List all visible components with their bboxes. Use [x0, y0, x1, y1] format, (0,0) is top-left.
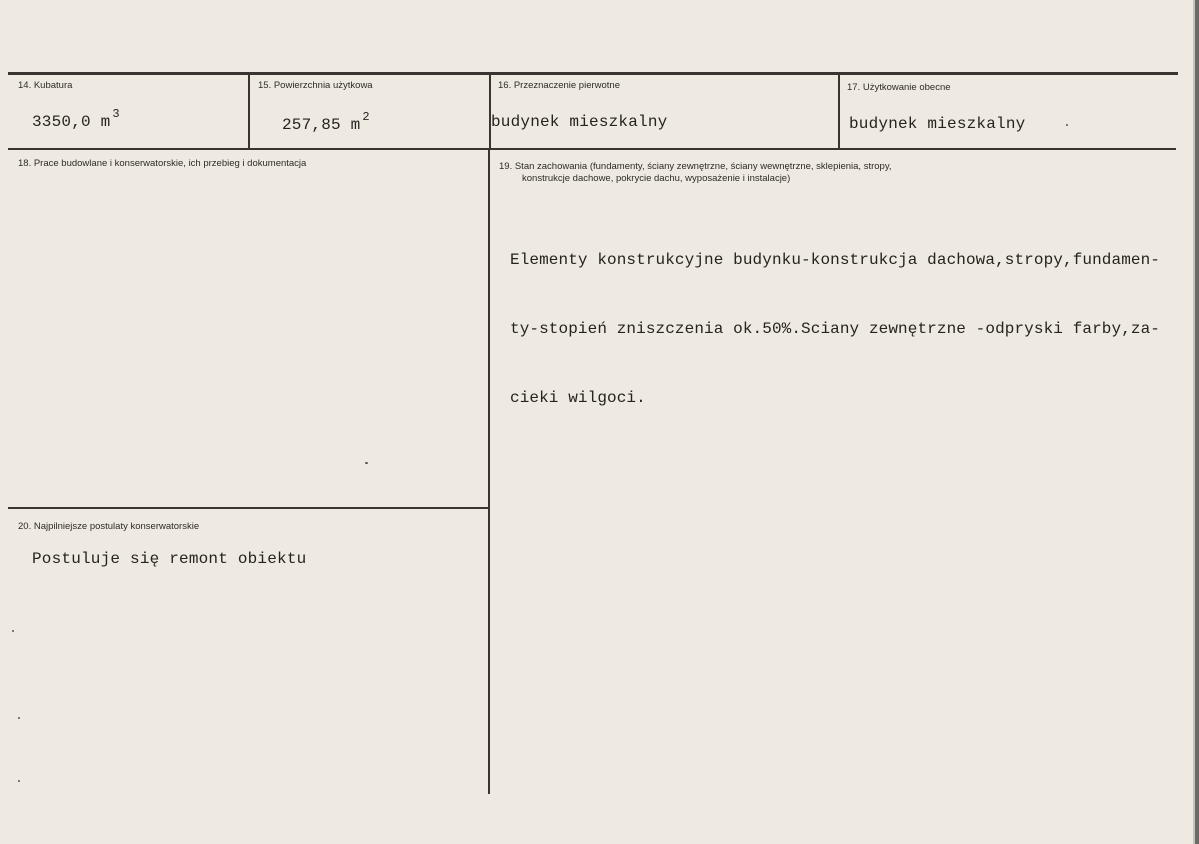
field-16-value: budynek mieszkalny [491, 113, 668, 131]
field-19-line-3: cieki wilgoci. [510, 389, 646, 407]
divider-16-17 [838, 72, 840, 150]
field-18-label: 18. Prace budowlane i konserwatorskie, ich przebieg i dokumentacja [18, 158, 307, 169]
field-16-label: 16. Przeznaczenie pierwotne [498, 80, 620, 91]
field-19-line-2: ty-stopień zniszczenia ok.50%.Sciany zewnętrzne -odpryski farby,za- [510, 320, 1161, 338]
divider-14-15 [248, 72, 250, 150]
field-14-value [32, 107, 120, 131]
divider-15-16 [489, 72, 491, 150]
field-14-number: 3350,0 m [32, 113, 111, 131]
field-20-label: 20. Najpilniejsze postulaty konserwatorskie [18, 521, 200, 532]
card-edge [1195, 0, 1199, 844]
field-19-value [510, 203, 1160, 456]
field-19-line-1: Elementy konstrukcyjne budynku-konstrukcja dachowa,stropy,fundamen- [510, 251, 1161, 269]
paper-speck [1066, 124, 1068, 126]
field-14-label: 14. Kubatura [18, 80, 73, 91]
paper-speck [12, 630, 14, 632]
paper-speck [365, 462, 368, 464]
paper-speck [18, 780, 20, 782]
field-15-number: 257,85 m [282, 116, 361, 134]
field-20-value: Postuluje się remont obiektu [32, 550, 307, 568]
paper-speck [18, 717, 20, 719]
field-14-superscript: 3 [112, 107, 120, 121]
field-17-label: 17. Użytkowanie obecne [847, 82, 951, 93]
field-15-superscript: 2 [362, 110, 370, 124]
field-15-value [282, 110, 370, 134]
field-17-value: budynek mieszkalny [849, 115, 1026, 133]
divider-main [488, 148, 490, 794]
field-19-label-line2: konstrukcje dachowe, pokrycie dachu, wyposażenie i instalacje) [522, 173, 791, 184]
field-19-label-line1: 19. Stan zachowania (fundamenty, ściany zewnętrzne, ściany wewnętrzne, sklepienia, stropy, [499, 161, 892, 172]
top-rule [8, 72, 1178, 75]
rule-18-20 [8, 507, 489, 509]
field-15-label: 15. Powierzchnia użytkowa [258, 80, 373, 91]
row-rule [8, 148, 1176, 150]
